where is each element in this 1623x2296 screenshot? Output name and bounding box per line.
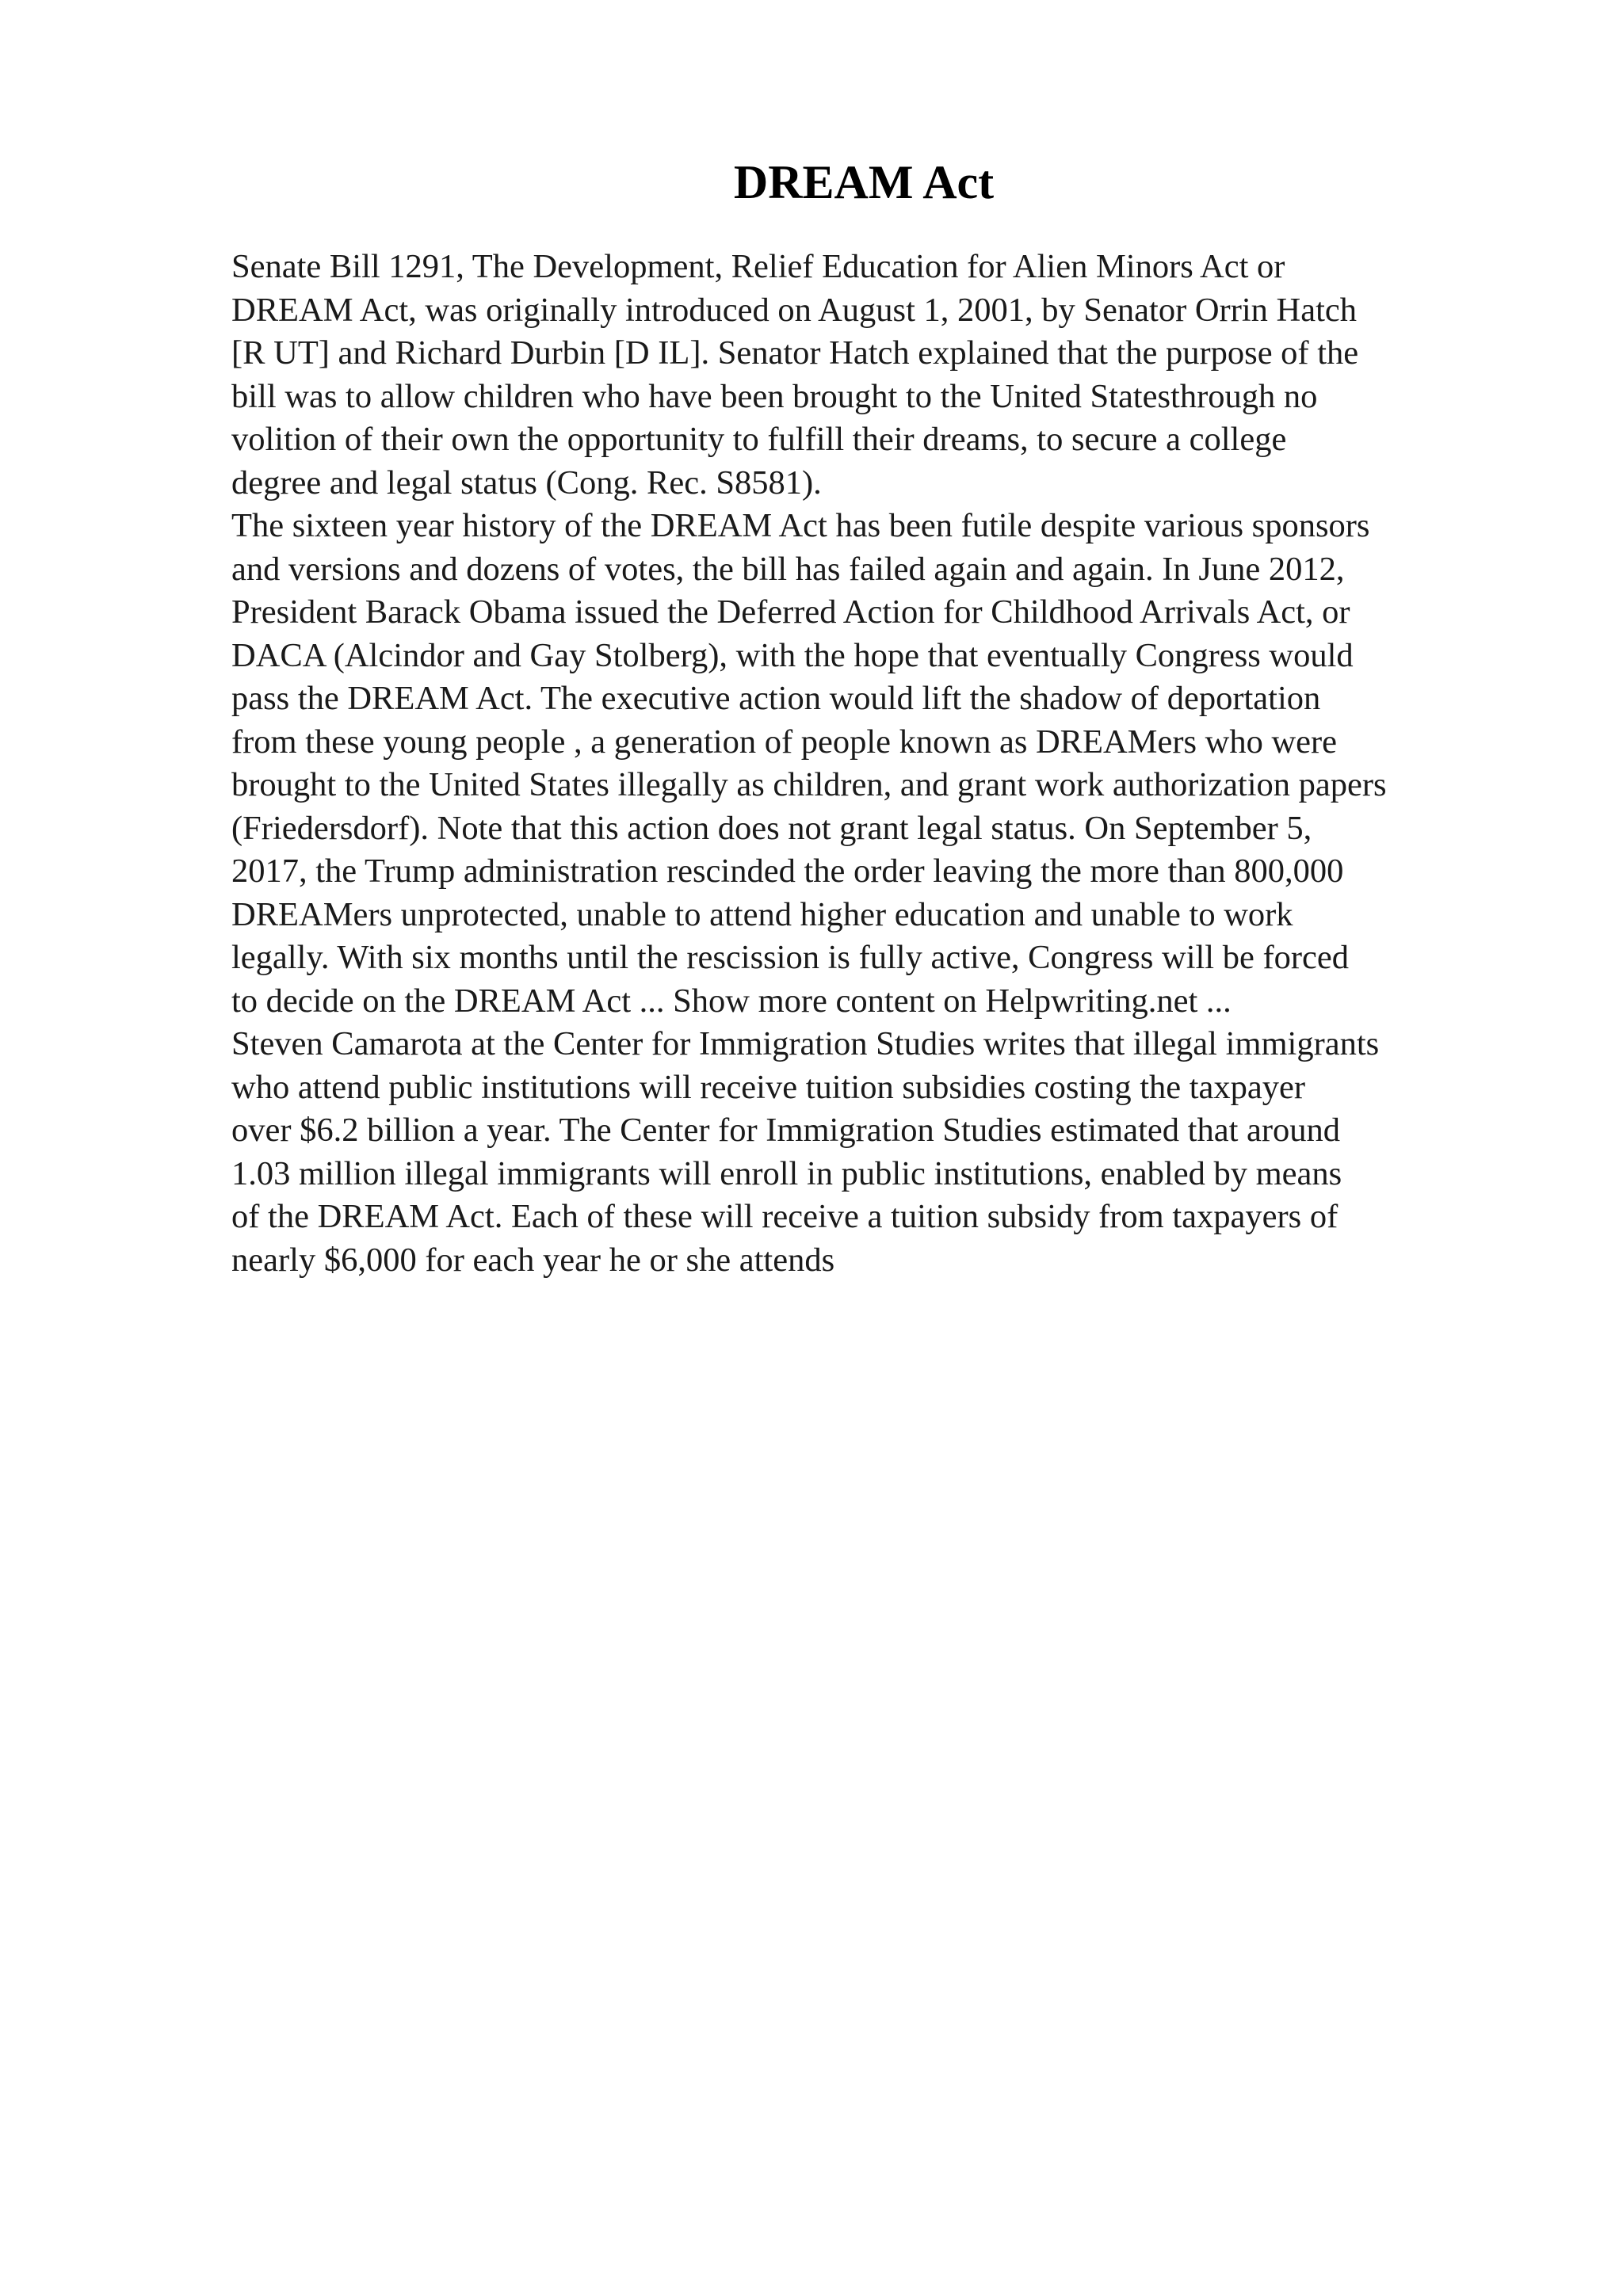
body-line: 2017, the Trump administration rescinded the order leaving the more than 800,000 xyxy=(231,852,1344,890)
body-line: DREAM Act, was originally introduced on August 1, 2001, by Senator Orrin Hatch xyxy=(231,291,1358,329)
body-line: of the DREAM Act. Each of these will receive a tuition subsidy from taxpayers of xyxy=(231,1198,1338,1235)
body-line: degree and legal status (Cong. Rec. S8581). xyxy=(231,463,822,502)
body-line: from these young people , a generation of people known as DREAMers who were xyxy=(231,723,1338,761)
body-line: nearly $6,000 for each year he or she attends xyxy=(231,1241,835,1279)
body-line: DACA (Alcindor and Gay Stolberg), with the hope that eventually Congress would xyxy=(231,636,1354,674)
document-title: DREAM Act xyxy=(733,156,995,208)
body-line: (Friedersdorf). Note that this action does not grant legal status. On September 5, xyxy=(231,809,1312,847)
body-line: [R UT] and Richard Durbin [D IL]. Senator Hatch explained that the purpose of the xyxy=(231,334,1359,372)
body-line: brought to the United States illegally as children, and grant work authorization papers xyxy=(231,766,1387,803)
document-body xyxy=(231,246,1515,1282)
body-line: bill was to allow children who have been brought to the United Statesthrough no xyxy=(231,377,1318,415)
body-line: DREAMers unprotected, unable to attend higher education and unable to work xyxy=(231,895,1293,933)
body-line: and versions and dozens of votes, the bill has failed again and again. In June 2012, xyxy=(231,550,1345,588)
body-line: volition of their own the opportunity to fulfill their dreams, to secure a college xyxy=(231,421,1287,458)
body-line: 1.03 million illegal immigrants will enroll in public institutions, enabled by means xyxy=(231,1154,1342,1192)
body-line: legally. With six months until the rescission is fully active, Congress will be forced xyxy=(231,939,1350,976)
body-line: Senate Bill 1291, The Development, Relief Education for Alien Minors Act or xyxy=(231,248,1285,285)
body-line: President Barack Obama issued the Deferred Action for Childhood Arrivals Act, or xyxy=(231,593,1350,631)
body-line: Steven Camarota at the Center for Immigration Studies writes that illegal immigrants xyxy=(231,1025,1380,1062)
body-line: to decide on the DREAM Act ... Show more content on Helpwriting.net ... xyxy=(231,982,1232,1020)
body-line: pass the DREAM Act. The executive action would lift the shadow of deportation xyxy=(231,680,1321,717)
body-line: who attend public institutions will receive tuition subsidies costing the taxpayer xyxy=(231,1068,1306,1106)
body-line: over $6.2 billion a year. The Center for Immigration Studies estimated that around xyxy=(231,1112,1341,1149)
body-line: The sixteen year history of the DREAM Act has been futile despite various sponsors xyxy=(231,507,1370,544)
